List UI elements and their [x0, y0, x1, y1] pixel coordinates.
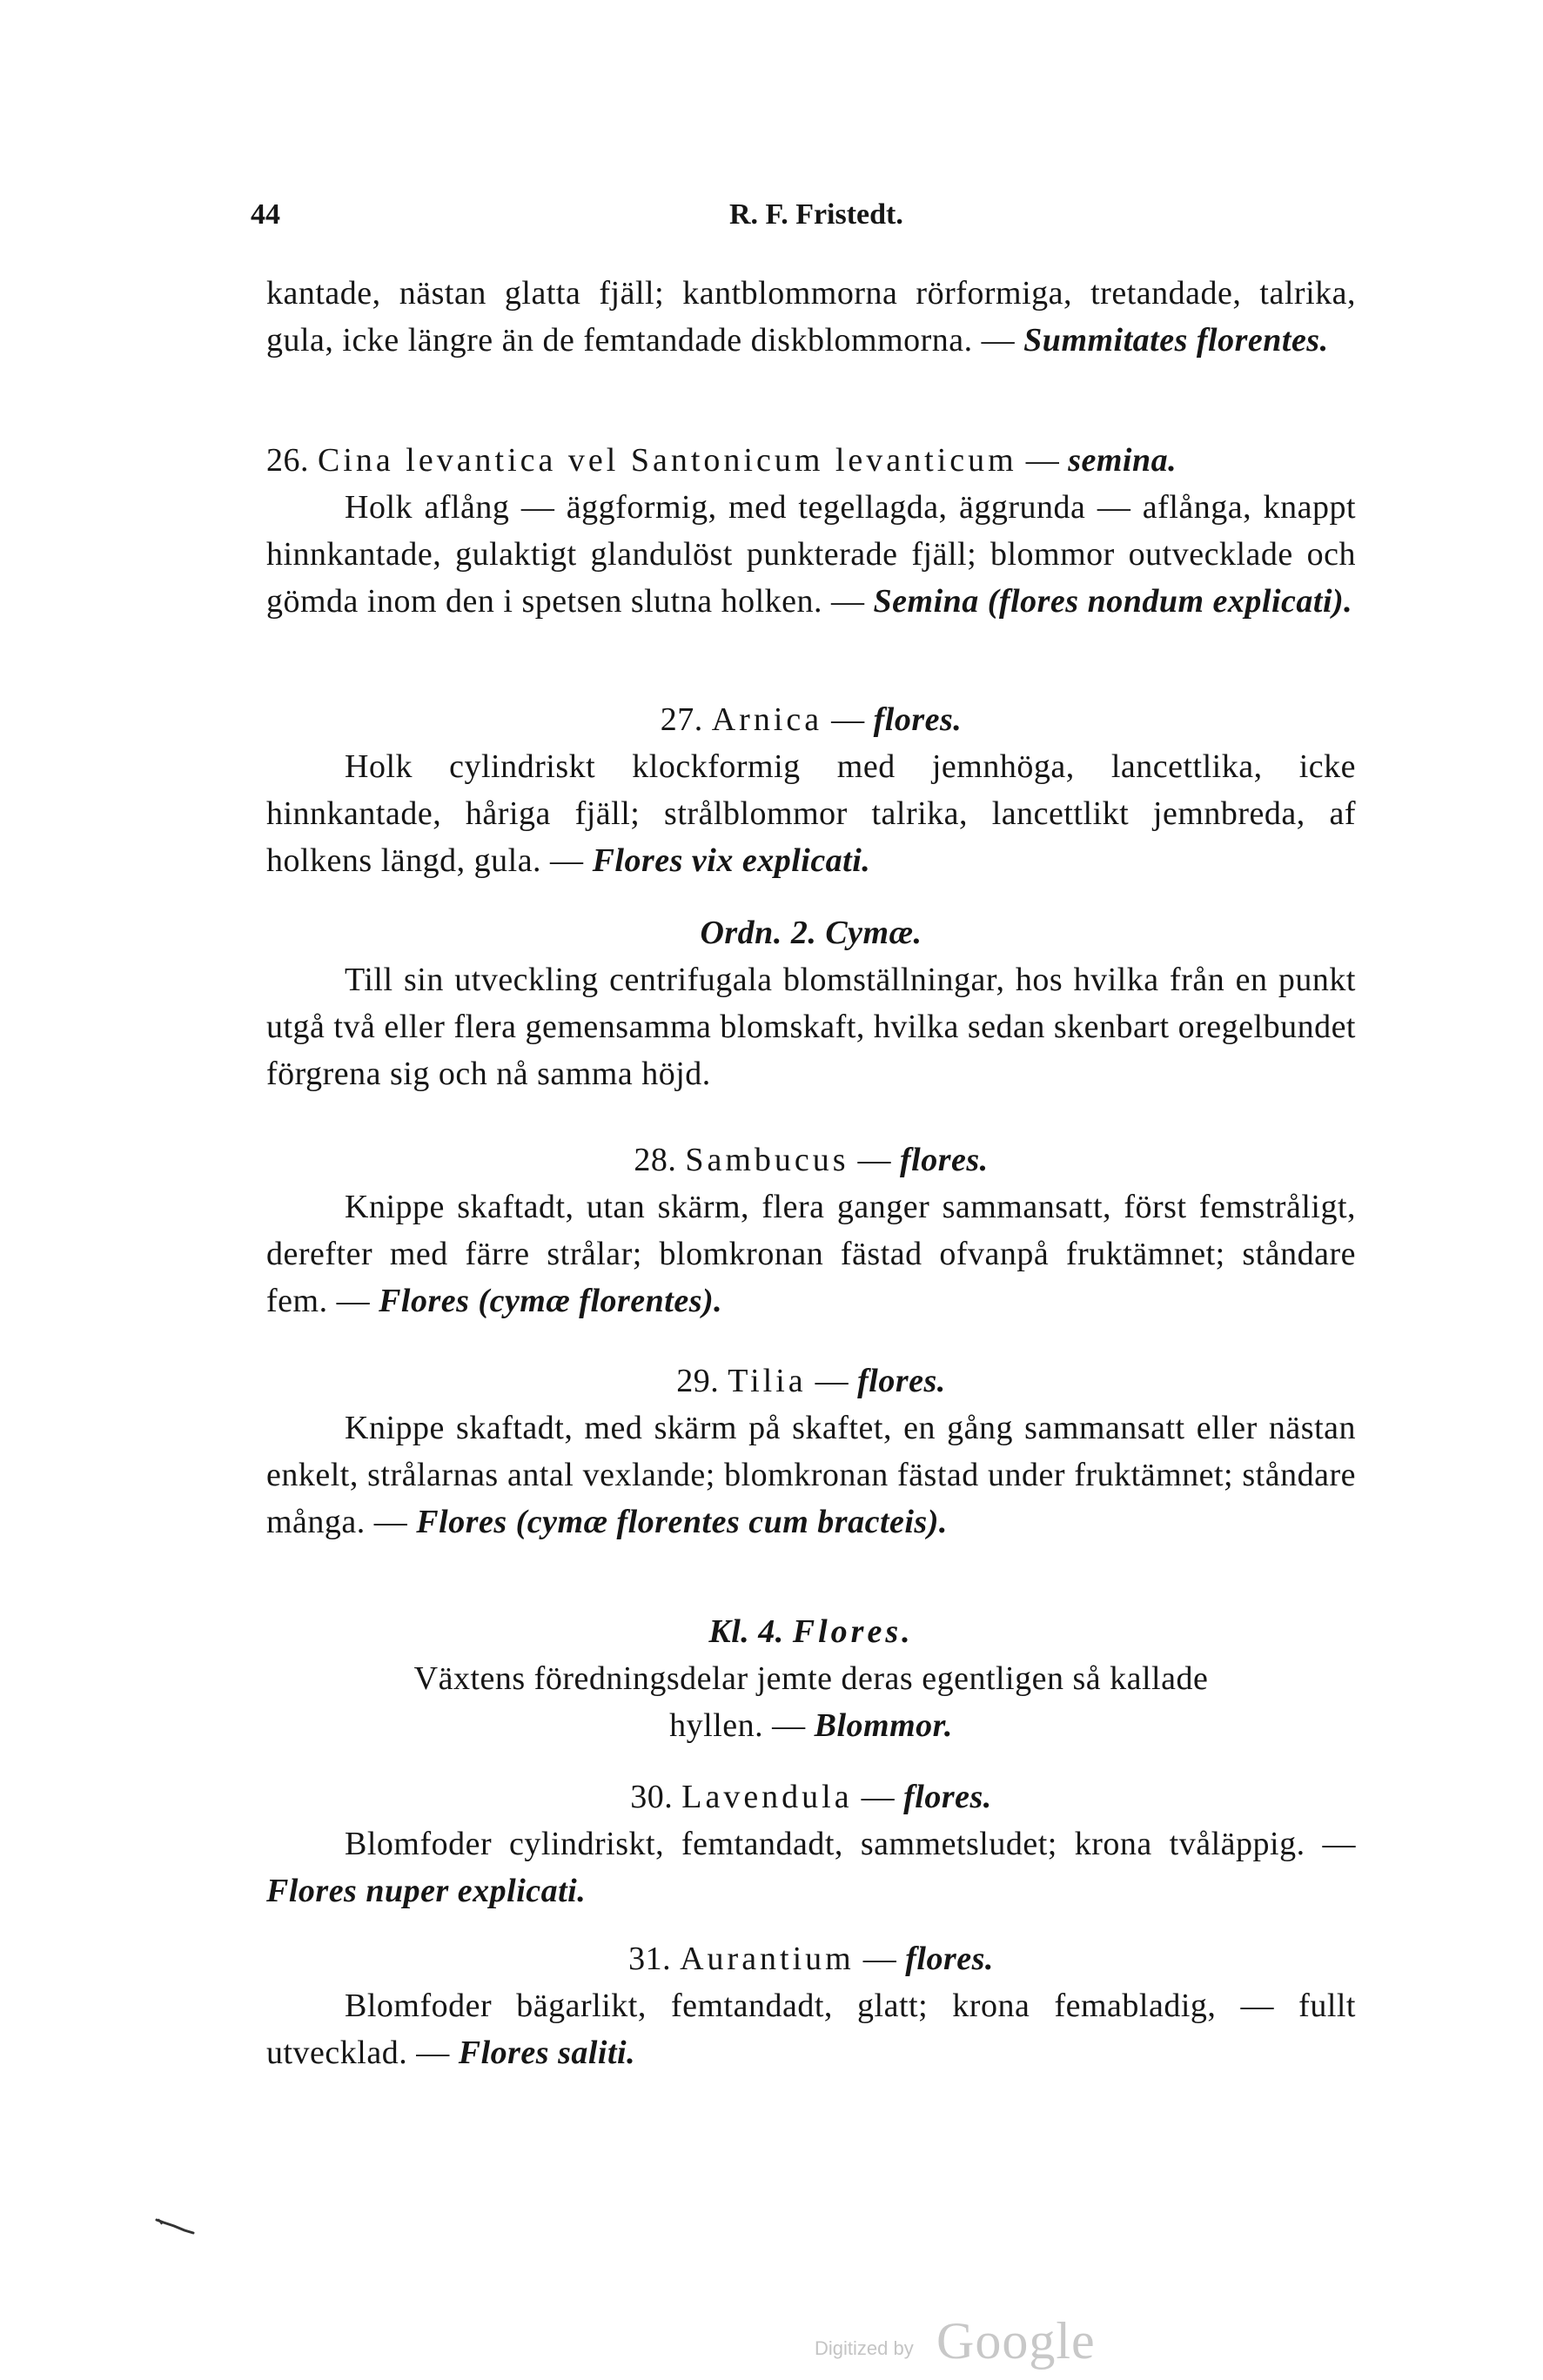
- class-body-line2: hyllen. —: [669, 1707, 815, 1744]
- class-4: [266, 1608, 1356, 1749]
- entry-part: flores.: [857, 1363, 946, 1399]
- entry-italic: Semina (flores nondum explicati).: [873, 583, 1353, 620]
- order-2: [266, 909, 1356, 1097]
- running-title: R. F. Fristedt.: [729, 198, 903, 231]
- entry-part: semina.: [1068, 442, 1177, 479]
- entry-number: 28.: [634, 1142, 677, 1178]
- running-header: [251, 198, 1356, 242]
- paragraph-continuation: [266, 270, 1356, 364]
- digitized-by-watermark: [815, 2312, 1128, 2370]
- order-label: Ordn. 2.: [700, 915, 817, 951]
- entry-number: 31.: [628, 1941, 672, 1977]
- entry-part: flores.: [905, 1941, 994, 1977]
- entry-28: [266, 1136, 1356, 1324]
- google-logo: Google: [936, 2312, 1096, 2370]
- entry-body: Knippe skaftadt, utan skärm, flera ganger sammansatt, först femstråligt, derefter med färre strålar; blomkronan fästad ofvanpå fruktämnet; ståndare fem. —: [266, 1189, 1356, 1319]
- entry-body: Knippe skaftadt, med skärm på skaftet, en gång sammansatt eller nästan enkelt, strålarnas antal vexlande; blomkronan fästad under fruktämnet; ståndare många. —: [266, 1410, 1356, 1540]
- entry-26: [266, 437, 1356, 625]
- order-name: Cymæ.: [825, 915, 922, 951]
- entry-number: 26.: [266, 442, 309, 479]
- entry-italic: Flores (cymæ florentes cum bracteis).: [416, 1504, 948, 1540]
- paragraph-text: kantade, nästan glatta fjäll; kantblommorna rörformiga, tretandade, talrika, gula, icke längre än de femtandade diskblommorna. —: [266, 275, 1356, 359]
- paragraph-italic: Summitates florentes.: [1023, 322, 1329, 359]
- entry-number: 27.: [660, 701, 703, 738]
- entry-body: Holk cylindriskt klockformig med jemnhöga, lancettlika, icke hinnkantade, håriga fjäll; strålblommor talrika, lancettlikt jemnbreda, af holkens längd, gula. —: [266, 748, 1356, 879]
- order-body: Till sin utveckling centrifugala blomställningar, hos hvilka från en punkt utgå två eller flera gemensamma blomskaft, hvilka sedan skenbart oregelbundet förgrena sig och nå samma höjd.: [266, 962, 1356, 1092]
- entry-italic: Flores nuper explicati.: [266, 1873, 587, 1909]
- entry-31: [266, 1935, 1356, 2076]
- digitized-by-text: Digitized by: [815, 2337, 914, 2359]
- entry-body: Blomfoder bägarlikt, femtandadt, glatt; krona femabladig, — fullt utvecklad. —: [266, 1988, 1356, 2071]
- entry-name: Lavendula: [681, 1779, 853, 1815]
- class-name: Flores.: [792, 1613, 914, 1650]
- entry-dash: —: [854, 1941, 906, 1977]
- entry-number: 29.: [676, 1363, 720, 1399]
- entry-dash: —: [822, 701, 874, 738]
- class-body-line1: Växtens föredningsdelar jemte deras egentligen så kallade: [413, 1660, 1209, 1697]
- entry-body: Holk aflång — äggformig, med tegellagda, äggrunda — aflånga, knappt hinnkantade, gulaktigt glandulöst punkterade fjäll; blommor outvecklade och gömda inom den i spetsen slutna holken. —: [266, 489, 1356, 620]
- entry-dash: —: [852, 1779, 904, 1815]
- page-number: 44: [251, 198, 280, 231]
- entry-dash: —: [806, 1363, 858, 1399]
- entry-name: Arnica: [711, 701, 823, 738]
- entry-part: flores.: [900, 1142, 989, 1178]
- entry-italic: Flores (cymæ florentes).: [379, 1283, 723, 1319]
- entry-29: [266, 1358, 1356, 1545]
- entry-italic: Flores saliti.: [458, 2035, 636, 2071]
- entry-name: Tilia: [728, 1363, 807, 1399]
- entry-dash: —: [1016, 442, 1069, 479]
- ink-mark-icon: [155, 2217, 197, 2235]
- entry-name: Sambucus: [685, 1142, 849, 1178]
- class-label: Kl. 4.: [708, 1613, 784, 1650]
- entry-30: [266, 1773, 1356, 1914]
- entry-number: 30.: [630, 1779, 674, 1815]
- entry-name: Cina levantica vel Santonicum levanticum: [318, 442, 1017, 479]
- class-body-italic: Blommor.: [814, 1707, 953, 1744]
- entry-part: flores.: [873, 701, 963, 738]
- entry-dash: —: [849, 1142, 901, 1178]
- entry-name: Aurantium: [680, 1941, 855, 1977]
- entry-part: flores.: [903, 1779, 992, 1815]
- entry-body: Blomfoder cylindriskt, femtandadt, sammetsludet; krona tvåläppig. —: [345, 1826, 1356, 1862]
- entry-italic: Flores vix explicati.: [592, 842, 871, 879]
- entry-27: [266, 696, 1356, 884]
